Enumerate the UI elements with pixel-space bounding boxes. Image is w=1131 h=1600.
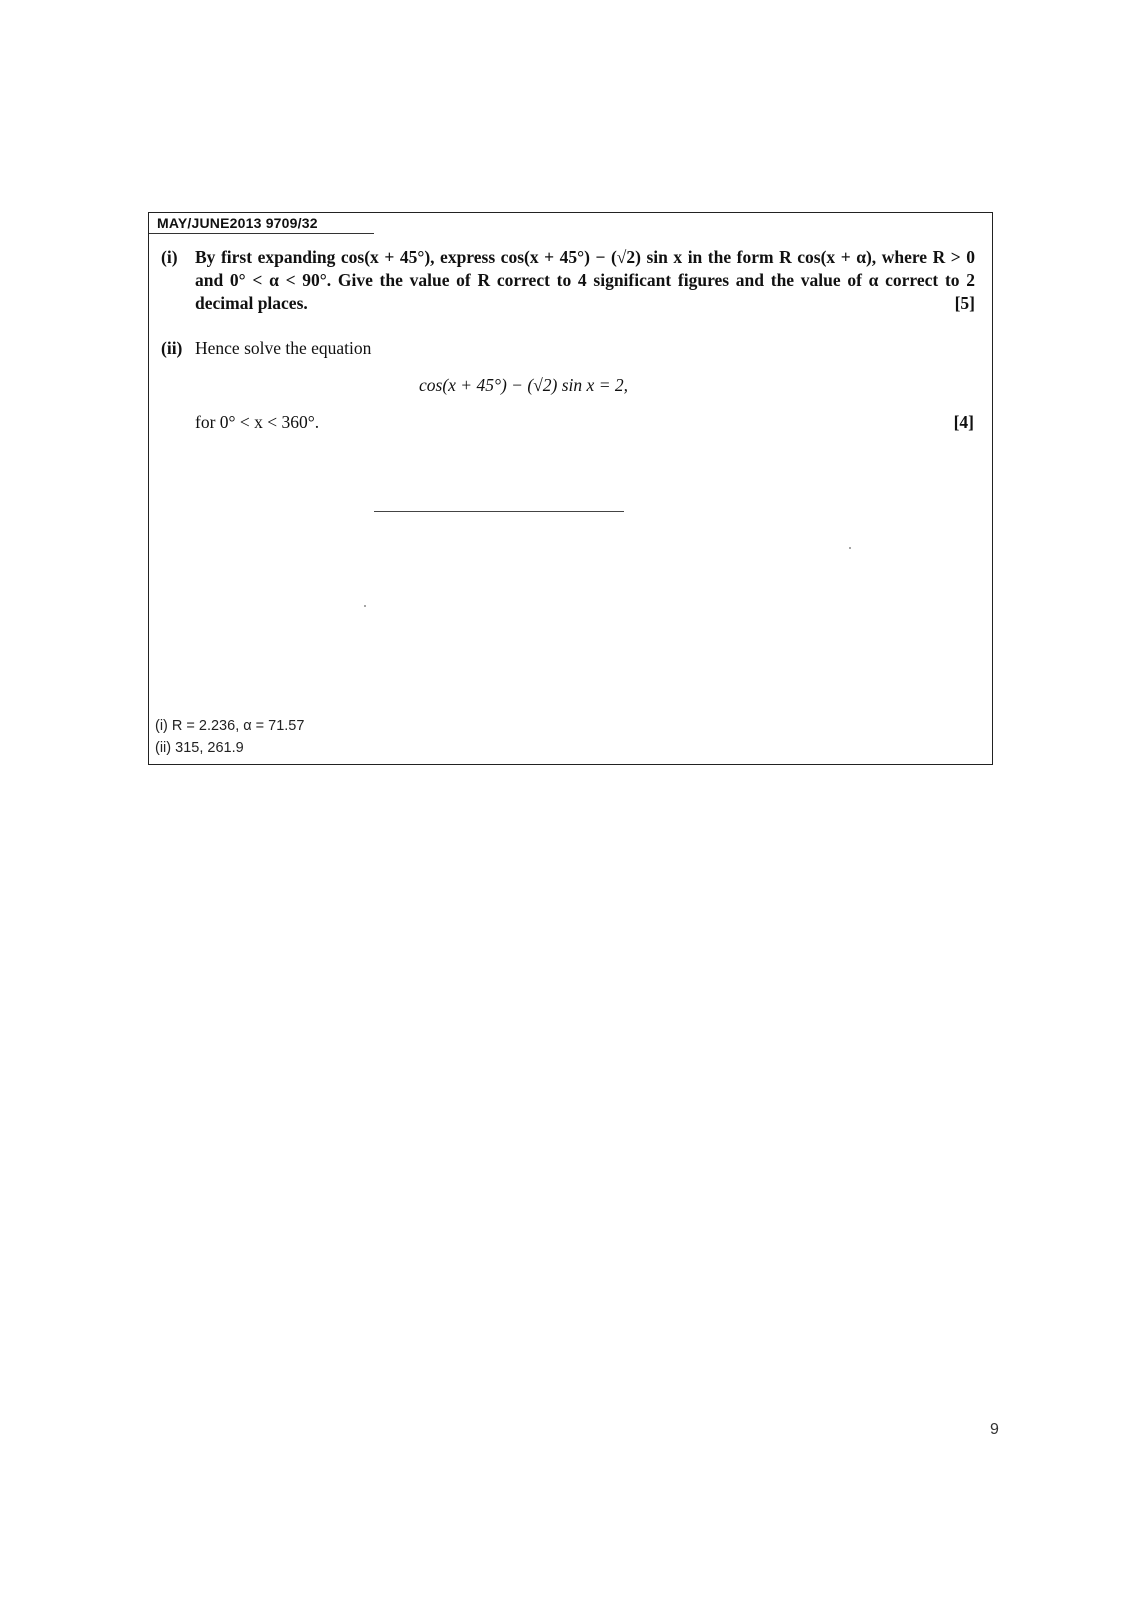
part-ii-marks: [4] (953, 412, 974, 432)
question-part-ii (161, 337, 975, 367)
part-i-body: By first expanding cos(x + 45°), express cos(x + 45°) − (√2) sin x in the form R cos(x + α), where R > 0 and 0° < α < 90°. Give the value of R correct to 4 significant figures and the value of α correct to 2 decimal places. (195, 247, 975, 313)
part-i-marks: [5] (954, 293, 975, 313)
question-part-i (161, 246, 975, 318)
part-i-text (195, 246, 975, 315)
page-number: 9 (990, 1421, 999, 1438)
question-box (148, 212, 993, 765)
scan-speck (364, 605, 366, 607)
equation: cos(x + 45°) − (√2) sin x = 2, (419, 375, 629, 395)
part-i-label: (i) (161, 247, 178, 267)
equation-range: for 0° < x < 360°. (195, 412, 320, 432)
header-underline (149, 233, 374, 234)
part-ii-label: (ii) (161, 338, 183, 358)
answer-part-i: (i) R = 2.236, α = 71.57 (155, 718, 305, 734)
part-ii-text: Hence solve the equation (195, 338, 372, 358)
answer-part-ii: (ii) 315, 261.9 (155, 740, 244, 756)
scan-speck (849, 547, 851, 549)
question-source-label: MAY/JUNE2013 9709/32 (157, 215, 318, 231)
separator-line (374, 511, 624, 512)
